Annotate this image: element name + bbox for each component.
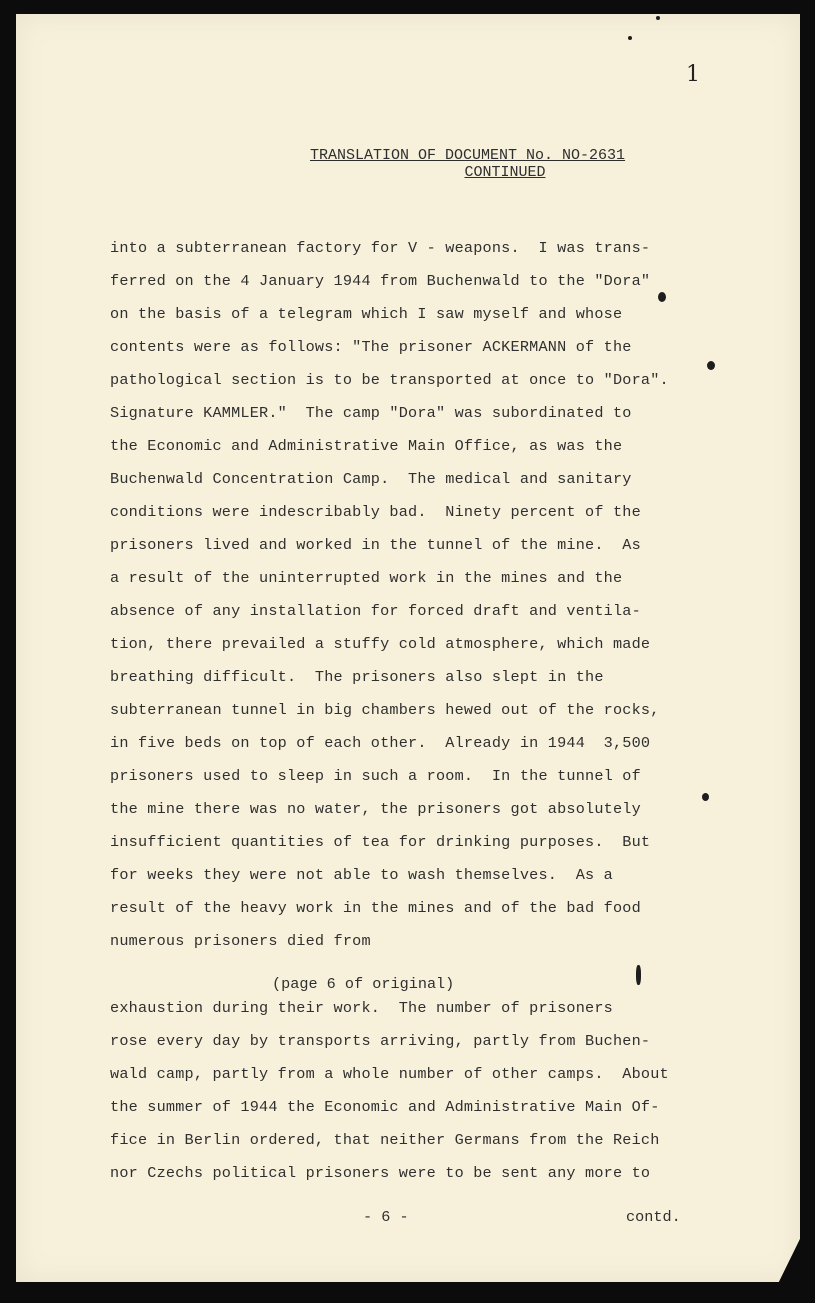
ink-spot bbox=[636, 965, 641, 985]
footer-continued: contd. bbox=[626, 1208, 681, 1226]
text-line: in five beds on top of each other. Already in 1944 3,500 bbox=[110, 734, 651, 752]
text-line: into a subterranean factory for V - weapons. I was trans- bbox=[110, 239, 651, 257]
footer-page-number: - 6 - bbox=[363, 1208, 409, 1226]
text-line: Buchenwald Concentration Camp. The medical and sanitary bbox=[110, 470, 632, 488]
text-line: numerous prisoners died from bbox=[110, 932, 371, 950]
ink-spot bbox=[656, 16, 660, 20]
text-line: pathological section is to be transported at once to "Dora". bbox=[110, 371, 669, 389]
text-line: ferred on the 4 January 1944 from Buchenwald to the "Dora" bbox=[110, 272, 651, 290]
text-line: rose every day by transports arriving, partly from Buchen- bbox=[110, 1032, 651, 1050]
text-line: breathing difficult. The prisoners also slept in the bbox=[110, 668, 604, 686]
text-line: insufficient quantities of tea for drinking purposes. But bbox=[110, 833, 651, 851]
text-line: prisoners lived and worked in the tunnel of the mine. As bbox=[110, 536, 641, 554]
text-line: the summer of 1944 the Economic and Administrative Main Of- bbox=[110, 1098, 660, 1116]
header-continued: CONTINUED bbox=[464, 164, 546, 181]
text-line: tion, there prevailed a stuffy cold atmosphere, which made bbox=[110, 635, 651, 653]
text-line: a result of the uninterrupted work in the mines and the bbox=[110, 569, 623, 587]
text-line: result of the heavy work in the mines and of the bad food bbox=[110, 899, 641, 917]
text-line: exhaustion during their work. The number of prisoners bbox=[110, 999, 613, 1017]
text-line: nor Czechs political prisoners were to be sent any more to bbox=[110, 1164, 651, 1182]
text-line: conditions were indescribably bad. Ninety percent of the bbox=[110, 503, 641, 521]
text-line: the Economic and Administrative Main Office, as was the bbox=[110, 437, 623, 455]
text-line: wald camp, partly from a whole number of other camps. About bbox=[110, 1065, 669, 1083]
text-line: contents were as follows: "The prisoner ACKERMANN of the bbox=[110, 338, 632, 356]
ink-spot bbox=[628, 36, 632, 40]
original-page-note: (page 6 of original) bbox=[272, 975, 455, 993]
handwritten-page-number: 1 bbox=[686, 62, 700, 87]
text-line: absence of any installation for forced draft and ventila- bbox=[110, 602, 641, 620]
text-line: for weeks they were not able to wash themselves. As a bbox=[110, 866, 613, 884]
text-line: fice in Berlin ordered, that neither Germans from the Reich bbox=[110, 1131, 660, 1149]
ink-spot bbox=[707, 361, 715, 370]
text-line: on the basis of a telegram which I saw myself and whose bbox=[110, 305, 623, 323]
document-header bbox=[310, 147, 670, 181]
text-line: Signature KAMMLER." The camp "Dora" was subordinated to bbox=[110, 404, 632, 422]
ink-spot bbox=[702, 793, 709, 801]
text-line: subterranean tunnel in big chambers hewed out of the rocks, bbox=[110, 701, 660, 719]
text-line: the mine there was no water, the prisoners got absolutely bbox=[110, 800, 641, 818]
ink-spot bbox=[658, 292, 666, 302]
text-line: prisoners used to sleep in such a room. In the tunnel of bbox=[110, 767, 641, 785]
header-title: TRANSLATION OF DOCUMENT No. NO-2631 bbox=[310, 147, 626, 164]
